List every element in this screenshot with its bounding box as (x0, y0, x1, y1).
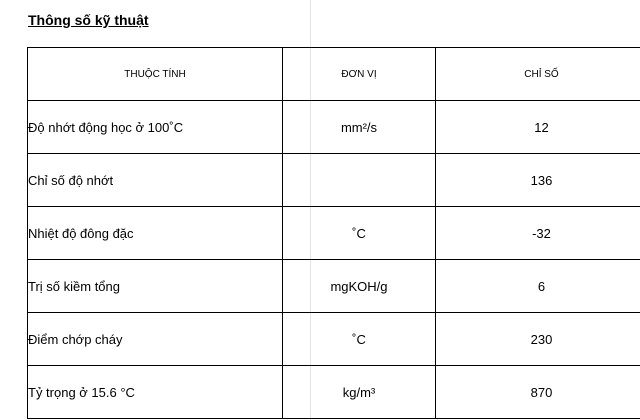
table-row (28, 366, 640, 419)
section-title: Thông số kỹ thuật (28, 12, 149, 28)
header-property: THUỘC TÍNH (28, 48, 283, 101)
value-cell: 230 (436, 313, 640, 366)
value-cell: 6 (436, 260, 640, 313)
unit-cell: ˚C (283, 313, 436, 366)
table-row (28, 101, 640, 154)
property-cell: Nhiệt độ đông đặc (28, 207, 283, 260)
property-cell: Độ nhớt động học ở 100˚C (28, 101, 283, 154)
property-cell: Trị số kiềm tổng (28, 260, 283, 313)
unit-cell: kg/m³ (283, 366, 436, 419)
unit-cell: ˚C (283, 207, 436, 260)
property-cell: Điểm chớp cháy (28, 313, 283, 366)
property-cell: Tỷ trọng ở 15.6 °C (28, 366, 283, 419)
unit-cell: mgKOH/g (283, 260, 436, 313)
table-row (28, 260, 640, 313)
unit-cell (283, 154, 436, 207)
property-cell: Chỉ số độ nhớt (28, 154, 283, 207)
table-row (28, 313, 640, 366)
header-unit: ĐƠN VỊ (283, 48, 436, 101)
value-cell: -32 (436, 207, 640, 260)
table-row (28, 207, 640, 260)
table-header-row (28, 48, 640, 101)
header-value: CHỈ SỐ (436, 48, 640, 101)
table-row (28, 154, 640, 207)
unit-cell: mm²/s (283, 101, 436, 154)
value-cell: 136 (436, 154, 640, 207)
value-cell: 12 (436, 101, 640, 154)
value-cell: 870 (436, 366, 640, 419)
spec-table (27, 47, 640, 419)
